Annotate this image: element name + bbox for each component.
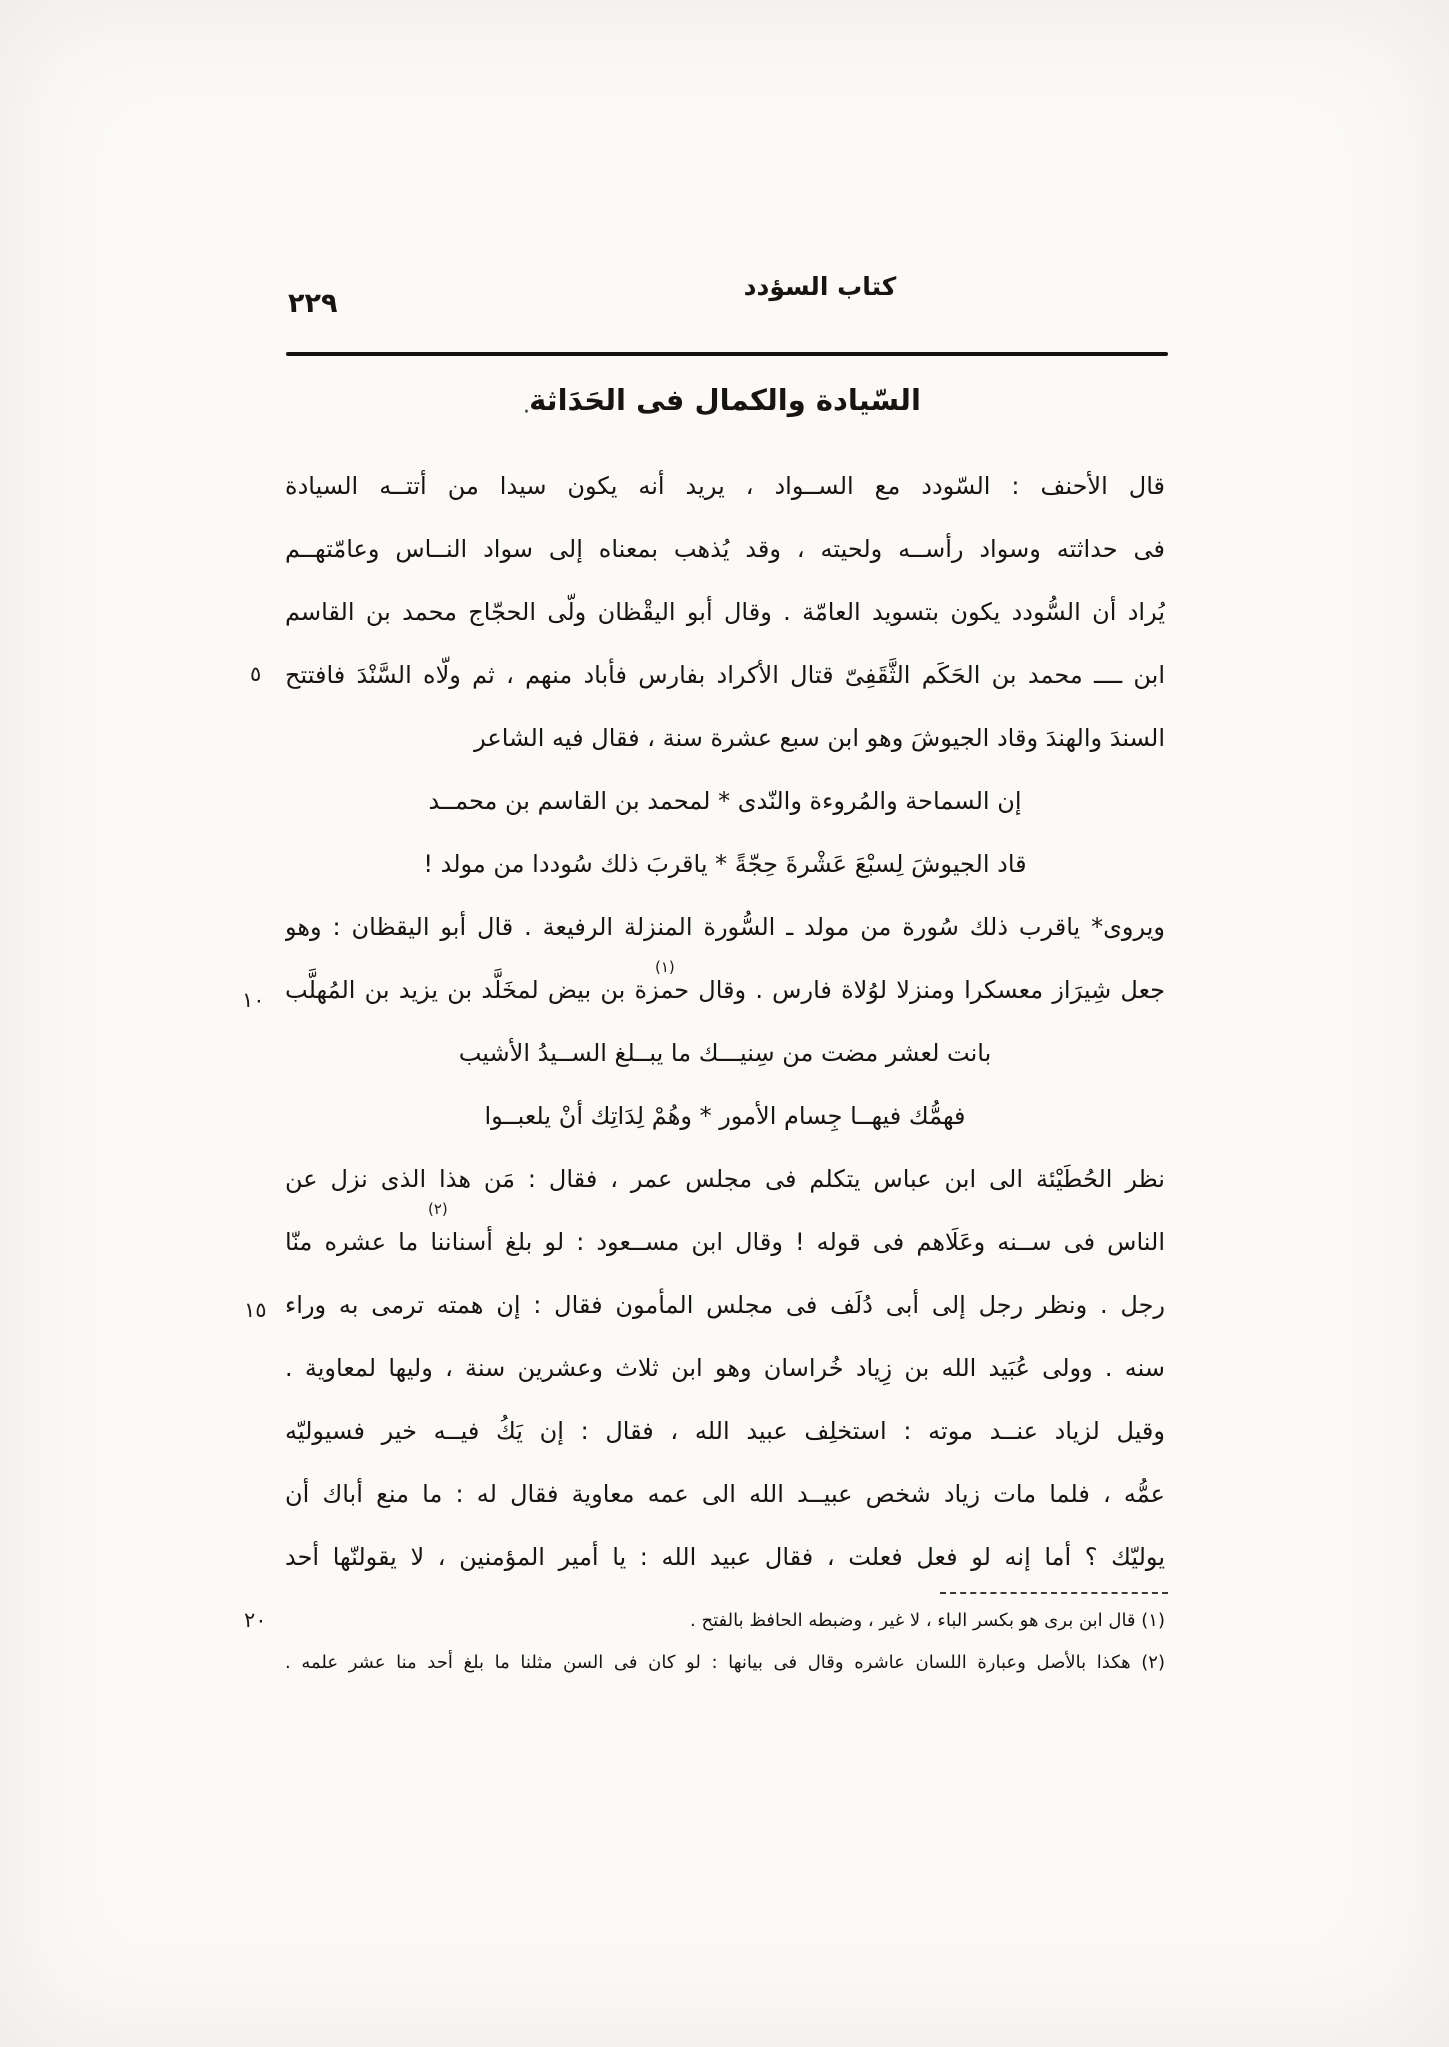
footnote-separator [940, 1592, 1168, 1594]
margin-line-number-15: ١٥ [244, 1298, 267, 1322]
text-line: نظر الحُطَيْئة الى ابن عباس يتكلم فى مجلس عمر ، فقال : مَن هذا الذى نزل عن [285, 1165, 1165, 1193]
title-dot: · [523, 400, 530, 425]
text-line: جعل شِيرَاز معسكرا ومنزلا لوُلاة فارس . وقال حمزة بن بيض لمخَلَّد بن يزيد بن المُهلَّب [285, 976, 1165, 1004]
footnote-marker-1: (١) [655, 958, 675, 976]
page-number: ٢٢٩ [288, 288, 338, 319]
header-rule [286, 352, 1168, 356]
text-line: الناس فى ســنه وعَلَاهم فى قوله ! وقال ابن مســعود : لو بلغ أسناننا ما عشره منّا [285, 1228, 1165, 1256]
text-line: السندَ والهندَ وقاد الجيوشَ وهو ابن سبع عشرة سنة ، فقال فيه الشاعر [474, 724, 1165, 752]
footnote-marker-2: (٢) [428, 1200, 448, 1218]
verse-line: فهمُّك فيهــا جِسام الأمور * وهُمْ لِدَاتِك أنْ يلعبــوا [484, 1102, 966, 1130]
section-title: السّيادة والكمال فى الحَدَاثة [529, 383, 921, 417]
verse-line: قاد الجيوشَ لِسبْعَ عَشْرةَ حِجّةً * ياقربَ ذلك سُوددا من مولد ! [423, 850, 1027, 878]
verse-line: بانت لعشر مضت من سِنيـــك ما يبــلغ الســيدُ الأشيب [458, 1039, 992, 1067]
margin-line-number-20: ٢٠ [244, 1608, 267, 1632]
text-column [285, 455, 1165, 1589]
text-line: فى حداثته وسواد رأســه ولحيته ، وقد يُذهب بمعناه إلى سواد النــاس وعامّتهــم [285, 535, 1165, 563]
footnotes-block [285, 1600, 1165, 1684]
text-line: سنه . وولى عُبَيد الله بن زِياد خُراسان وهو ابن ثلاث وعشرين سنة ، وليها لمعاوية . [285, 1354, 1165, 1382]
text-line: وقيل لزياد عنــد موته : استخلِف عبيد الله ، فقال : إن يَكُ فيــه خير فسيوليّه [285, 1417, 1165, 1445]
margin-line-number-5: ٥ [250, 662, 262, 686]
text-line: ابن ــــ محمد بن الحَكَم الثَّقَفِىّ قتال الأكراد بفارس فأباد منهم ، ثم ولّاه السَّنْدَ فافتتح [285, 661, 1165, 689]
text-line: ويروى* ياقرب ذلك سُورة من مولد ـ السُّورة المنزلة الرفيعة . قال أبو اليقظان : وهو [285, 913, 1165, 941]
footnote-2: (٢) هكذا بالأصل وعبارة اللسان عاشره وقال فى بيانها : لو كان فى السن مثلنا ما بلغ أحد منا عشر علمه . [285, 1652, 1165, 1673]
verse-line: إن السماحة والمُروءة والنّدى * لمحمد بن القاسم بن محمــد [428, 787, 1022, 815]
text-line: عمُّه ، فلما مات زياد شخص عبيــد الله الى عمه معاوية فقال له : ما منع أباك أن [285, 1480, 1165, 1508]
margin-line-number-10: ١٠ [242, 988, 265, 1012]
text-line: يوليّك ؟ أما إنه لو فعل فعلت ، فقال عبيد الله : يا أمير المؤمنين ، لا يقولنّها أحد [285, 1543, 1165, 1571]
text-line: يُراد أن السُّودد يكون بتسويد العامّة . وقال أبو اليقْظان ولّى الحجّاج محمد بن القاسم [285, 598, 1165, 626]
text-line: قال الأحنف : السّودد مع الســواد ، يريد أنه يكون سيدا من أتتــه السيادة [285, 472, 1165, 500]
running-title: كتاب السؤدد [743, 272, 897, 301]
footnote-1: (١) قال ابن برى هو بكسر الباء ، لا غير ، وضبطه الحافظ بالفتح . [690, 1610, 1165, 1631]
text-line: رجل . ونظر رجل إلى أبى دُلَف فى مجلس المأمون فقال : إن همته ترمى به وراء [285, 1291, 1165, 1319]
